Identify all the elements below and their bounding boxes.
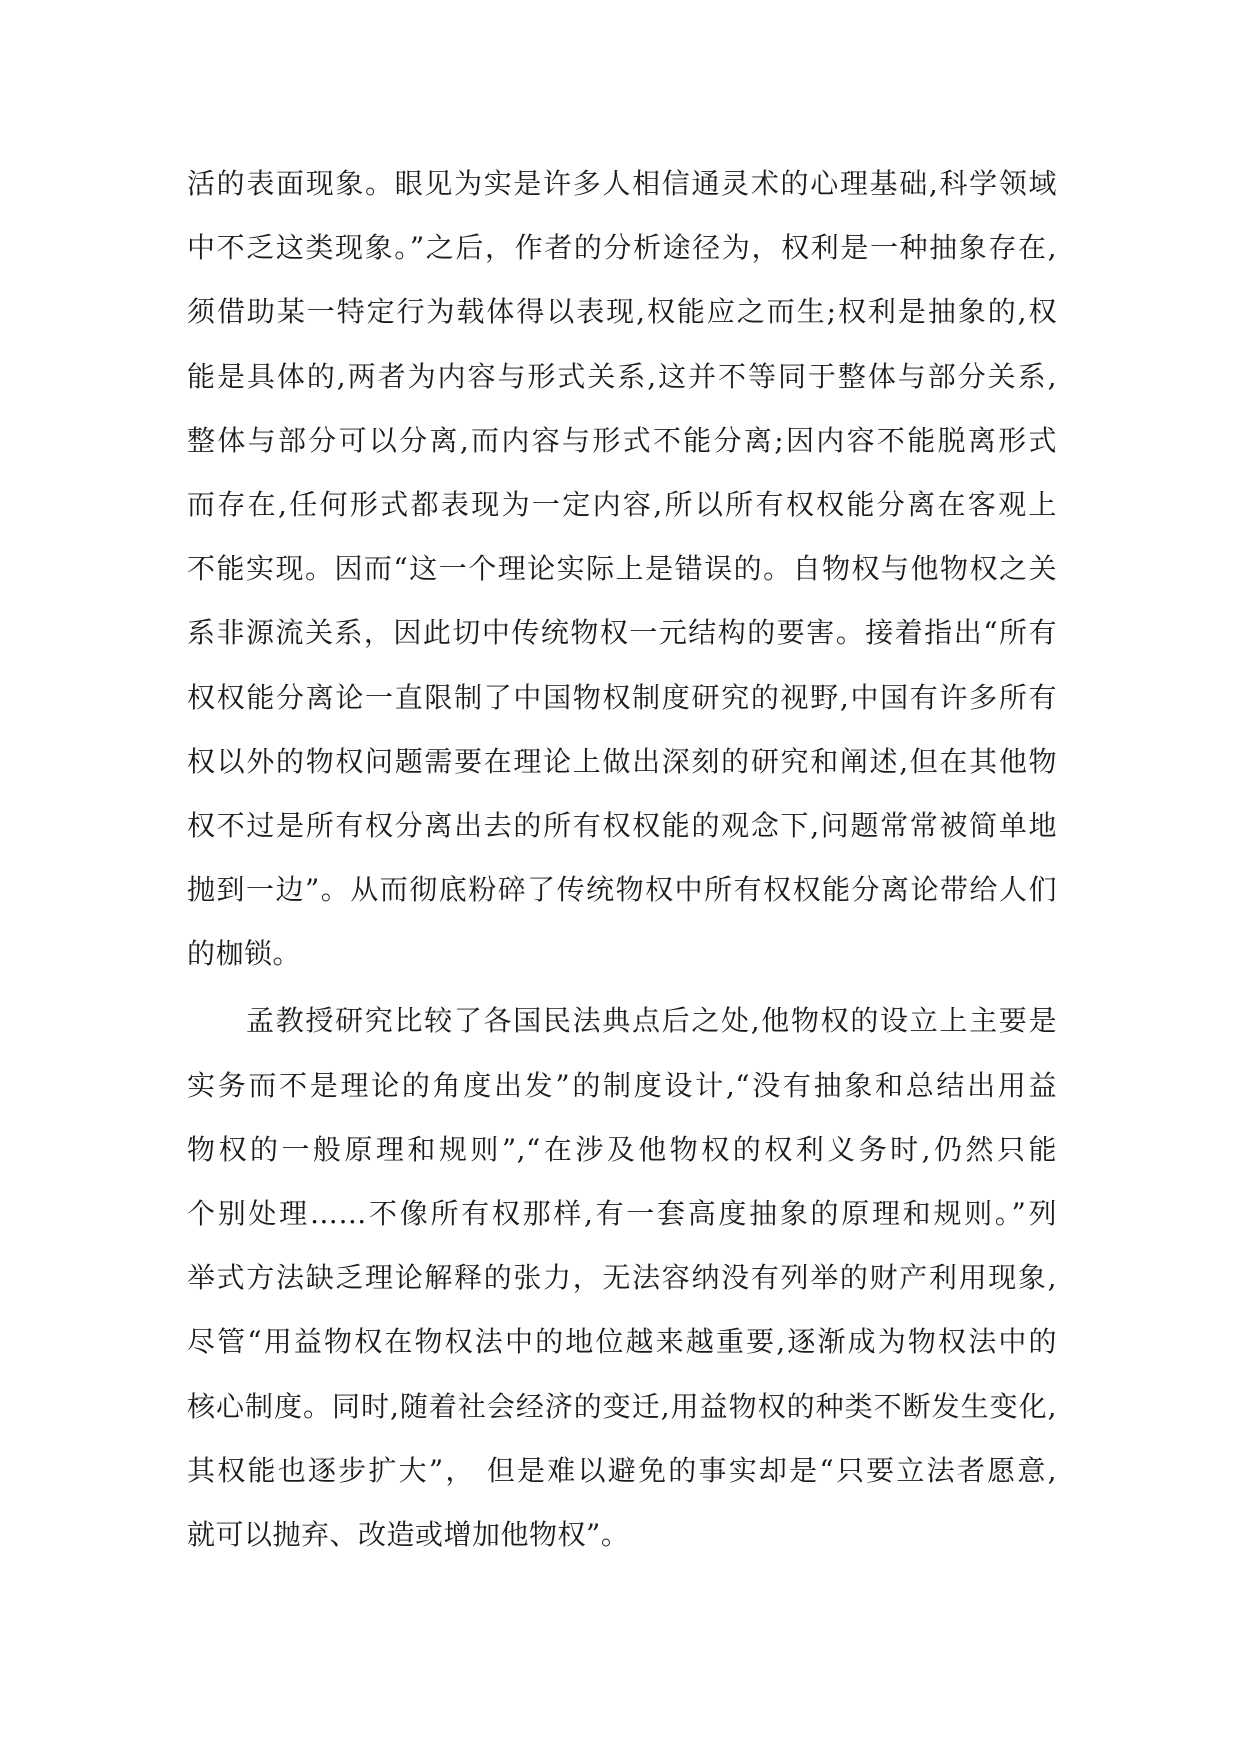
text-line: 尽管“用益物权在物权法中的地位越来越重要,逐渐成为物权法中的 — [187, 1325, 1057, 1359]
text-line: 个别处理……不像所有权那样,有一套高度抽象的原理和规则。”列 — [187, 1197, 1057, 1230]
text-line: 不能实现。因而“这一个理论实际上是错误的。自物权与他物权之关 — [187, 552, 1057, 586]
text-line: 权权能分离论一直限制了中国物权制度研究的视野,中国有许多所有 — [187, 680, 1057, 714]
text-line: 权不过是所有权分离出去的所有权权能的观念下,问题常常被简单地 — [187, 808, 1057, 842]
text-line: 活的表面现象。眼见为实是许多人相信通灵术的心理基础,科学领域 — [187, 167, 1057, 200]
text-line: 核心制度。同时,随着社会经济的变迁,用益物权的种类不断发生变化, — [187, 1389, 1057, 1423]
text-line: 须借助某一特定行为载体得以表现,权能应之而生;权利是抽象的,权 — [187, 295, 1057, 329]
text-line: 物权的一般原理和规则”,“在涉及他物权的权利义务时,仍然只能 — [187, 1132, 1057, 1166]
document-body — [187, 159, 1057, 1574]
text-line: 孟教授研究比较了各国民法典点后之处,他物权的设立上主要是 — [246, 1004, 1057, 1038]
text-line: 的枷锁。 — [187, 937, 302, 971]
text-line: 就可以抛弃、改造或增加他物权”。 — [187, 1517, 630, 1551]
paragraph-2 — [187, 996, 1057, 1559]
text-line: 实务而不是理论的角度出发”的制度设计,“没有抽象和总结出用益 — [187, 1068, 1057, 1102]
text-line: 而存在,任何形式都表现为一定内容,所以所有权权能分离在客观上 — [187, 487, 1057, 521]
text-line: 其权能也逐步扩大”， 但是难以避免的事实却是“只要立法者愿意, — [187, 1453, 1057, 1487]
text-line: 整体与部分可以分离,而内容与形式不能分离;因内容不能脱离形式 — [187, 423, 1057, 457]
text-line: 系非源流关系，因此切中传统物权一元结构的要害。接着指出“所有 — [187, 616, 1057, 650]
text-line: 中不乏这类现象。”之后，作者的分析途径为，权利是一种抽象存在, — [187, 231, 1057, 265]
paragraph-1 — [187, 159, 1057, 978]
text-line: 举式方法缺乏理论解释的张力，无法容纳没有列举的财产利用现象, — [187, 1261, 1057, 1295]
text-line: 能是具体的,两者为内容与形式关系,这并不等同于整体与部分关系, — [187, 359, 1057, 393]
text-line: 权以外的物权问题需要在理论上做出深刻的研究和阐述,但在其他物 — [187, 744, 1057, 778]
text-line: 抛到一边”。从而彻底粉碎了传统物权中所有权权能分离论带给人们 — [187, 873, 1057, 907]
